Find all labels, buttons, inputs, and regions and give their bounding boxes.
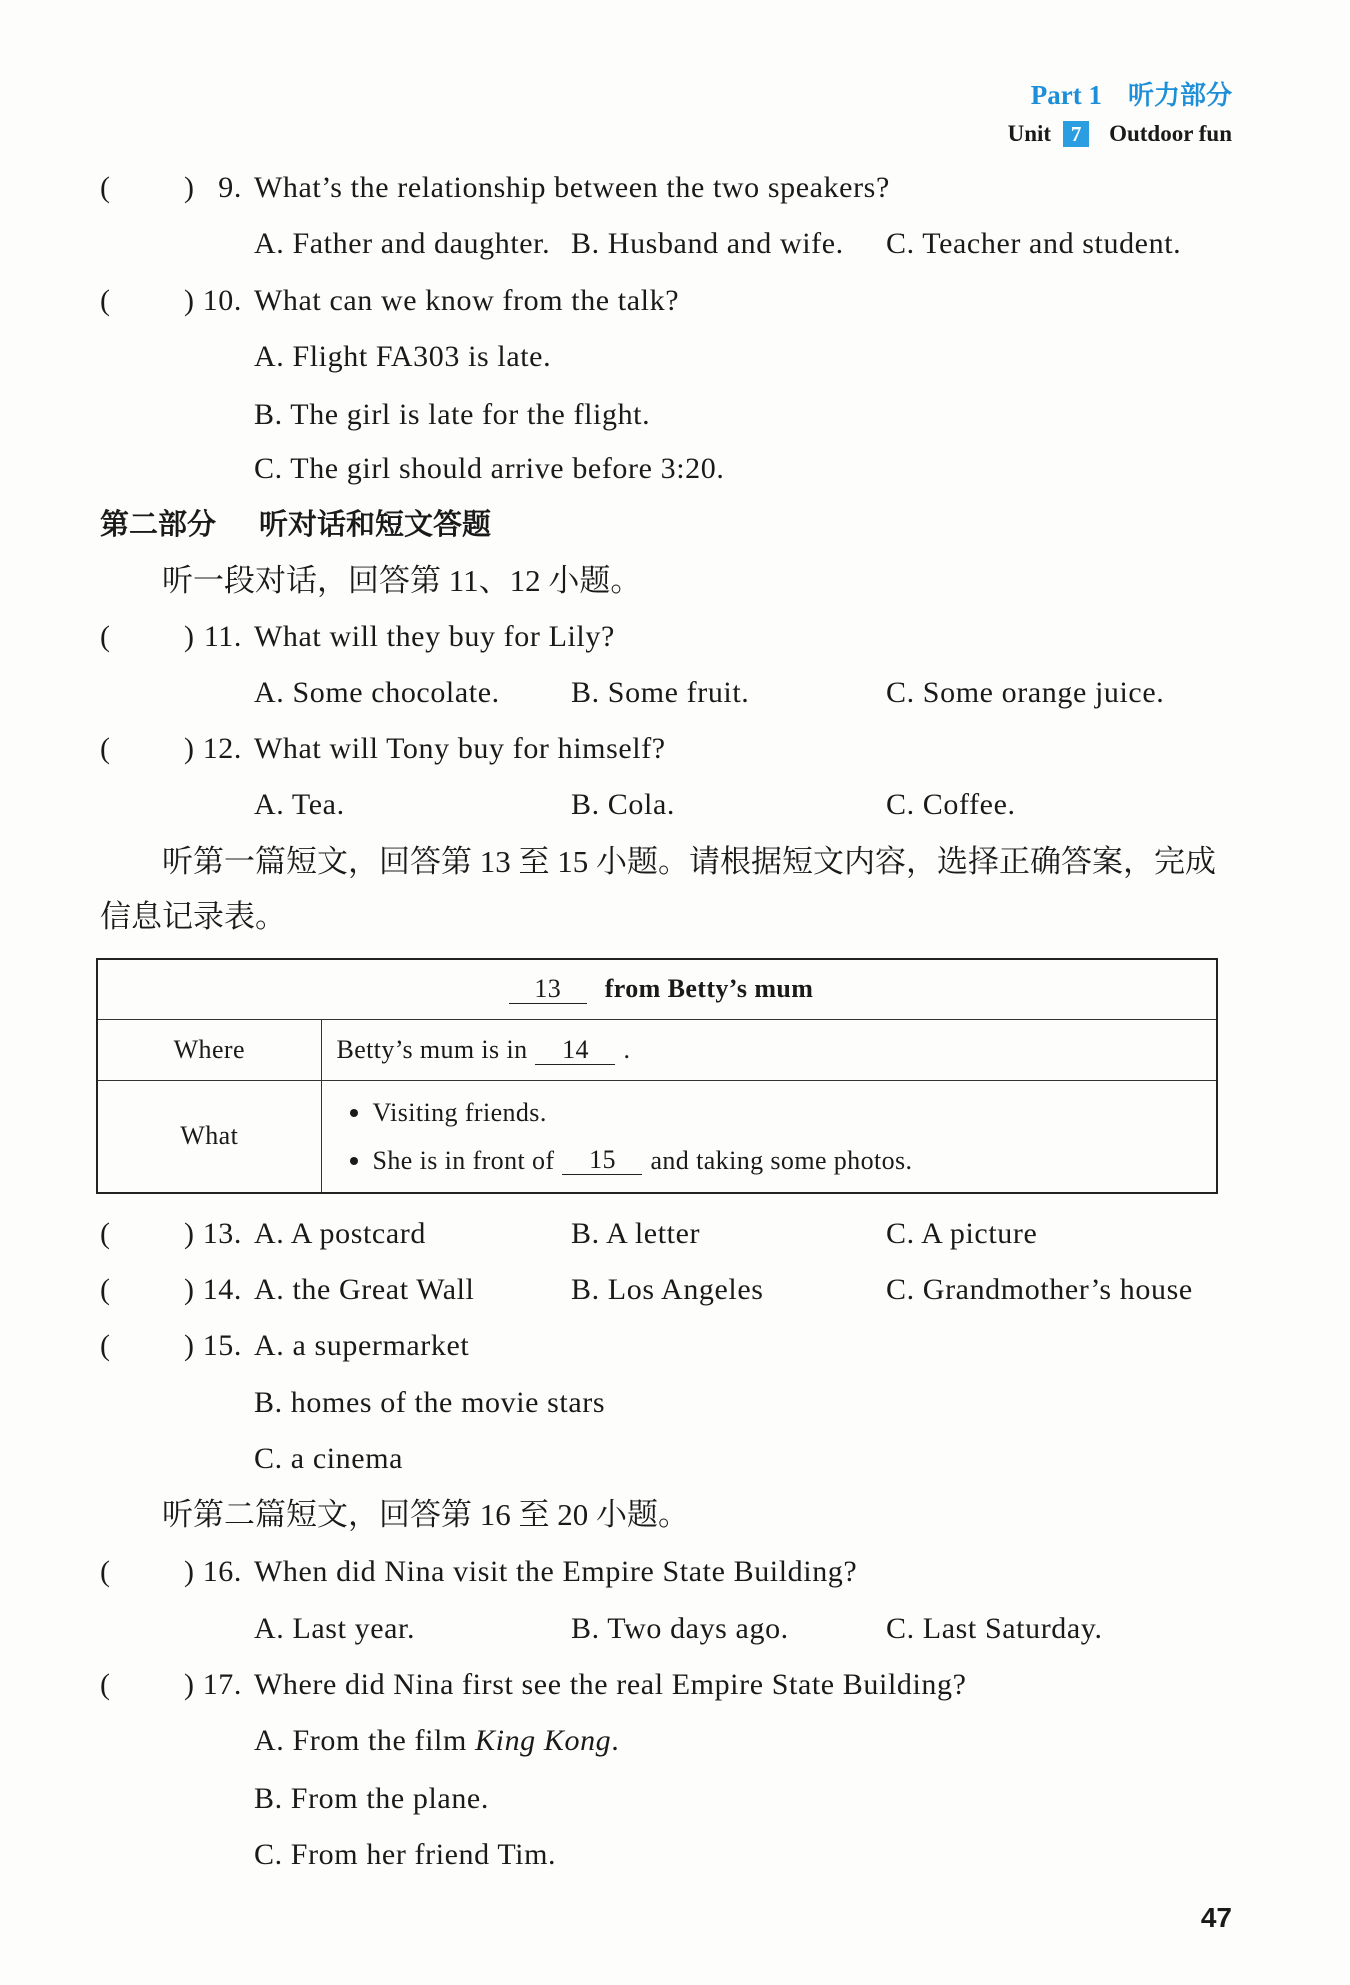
unit-label: Unit xyxy=(1007,121,1052,146)
option-c: C. Last Saturday. xyxy=(886,1612,1103,1645)
option-b: B. Cola. xyxy=(571,788,675,821)
option-c: C. Teacher and student. xyxy=(886,227,1182,260)
bullet-item xyxy=(350,1137,1217,1185)
passage1-instruction-line-2 xyxy=(0,899,1350,935)
option-b: B. The girl is late for the flight. xyxy=(254,398,651,431)
table-row-what xyxy=(97,1080,1217,1193)
instruction-text: 听一段对话，回答第 11、12 小题。 xyxy=(162,563,642,598)
bullet-dot-icon xyxy=(350,1157,358,1165)
bullet-text: She is in front of xyxy=(372,1145,555,1175)
question-11 xyxy=(0,619,1350,655)
unit-title: Outdoor fun xyxy=(1109,121,1232,146)
answer-bracket-close: ) xyxy=(184,1329,195,1362)
question-number: 17. xyxy=(202,1668,242,1701)
option-b: B. homes of the movie stars xyxy=(254,1386,606,1419)
instruction-text: 信息记录表。 xyxy=(100,899,286,934)
question-16 xyxy=(0,1554,1350,1590)
answer-bracket-open: ( xyxy=(100,1668,111,1701)
answer-bracket-open: ( xyxy=(100,171,111,204)
option-c: C. A picture xyxy=(886,1217,1038,1250)
question-text: When did Nina visit the Empire State Building? xyxy=(254,1555,858,1588)
unit-number-badge: 7 xyxy=(1063,121,1089,147)
bullet-text: Visiting friends. xyxy=(372,1097,547,1127)
option-c: C. Some orange juice. xyxy=(886,676,1165,709)
answer-bracket-open: ( xyxy=(100,1329,111,1362)
answer-bracket-open: ( xyxy=(100,284,111,317)
table-title-text: from Betty’s mum xyxy=(604,974,814,1004)
option-b: B. Two days ago. xyxy=(571,1612,789,1645)
section-title: 听对话和短文答题 xyxy=(259,507,492,541)
answer-bracket-close: ) xyxy=(184,171,195,204)
question-text: Where did Nina first see the real Empire State Building? xyxy=(254,1668,967,1701)
option-a xyxy=(254,1723,619,1759)
part-label: Part 1 xyxy=(1030,80,1102,110)
bullet-dot-icon xyxy=(350,1109,358,1117)
table-title-cell xyxy=(97,959,1217,1019)
instruction-text: 听第一篇短文，回答第 13 至 15 小题。请根据短文内容，选择正确答案，完成 xyxy=(162,844,1216,879)
option-c: C. Coffee. xyxy=(886,788,1016,821)
question-text: What can we know from the talk? xyxy=(254,284,680,317)
question-text: What’s the relationship between the two speakers? xyxy=(254,171,890,204)
option-c: C. From her friend Tim. xyxy=(254,1838,557,1871)
bullet-item xyxy=(350,1089,1217,1137)
question-13 xyxy=(0,1216,1350,1252)
question-number: 16. xyxy=(202,1555,242,1588)
table-label-where: Where xyxy=(97,1019,321,1080)
passage2-instruction xyxy=(0,1497,1350,1533)
option-a: A. a supermarket xyxy=(254,1329,470,1362)
question-12 xyxy=(0,731,1350,767)
question-15-option-b xyxy=(0,1385,1350,1421)
question-number: 9. xyxy=(218,171,242,204)
part-title: 听力部分 xyxy=(1127,81,1232,111)
answer-bracket-close: ) xyxy=(184,1217,195,1250)
option-b: B. Some fruit. xyxy=(571,676,750,709)
option-b: B. Husband and wife. xyxy=(571,227,844,260)
option-b: B. Los Angeles xyxy=(571,1273,764,1306)
table-label-what: What xyxy=(97,1080,321,1193)
answer-bracket-open: ( xyxy=(100,620,111,653)
where-text: Betty’s mum is in xyxy=(336,1034,528,1064)
answer-bracket-open: ( xyxy=(100,1273,111,1306)
question-number: 14. xyxy=(202,1273,242,1306)
answer-bracket-close: ) xyxy=(184,1668,195,1701)
question-16-options xyxy=(0,1611,1350,1647)
answer-bracket-close: ) xyxy=(184,284,195,317)
bullet-text-after: and taking some photos. xyxy=(650,1145,913,1175)
dialogue-instruction xyxy=(0,563,1350,599)
question-number: 15. xyxy=(202,1329,242,1362)
unit-header xyxy=(1008,118,1232,150)
question-number: 11. xyxy=(203,620,242,653)
question-10-option-b xyxy=(0,397,1350,433)
question-10-option-c xyxy=(0,451,1350,487)
answer-blank-15: 15 xyxy=(562,1146,642,1175)
instruction-text: 听第二篇短文，回答第 16 至 20 小题。 xyxy=(162,1497,689,1532)
question-9 xyxy=(0,170,1350,206)
option-a-prefix: A. From the film xyxy=(254,1724,467,1757)
question-number: 12. xyxy=(202,732,242,765)
option-b: B. From the plane. xyxy=(254,1782,489,1815)
section-label: 第二部分 xyxy=(100,507,217,541)
question-15 xyxy=(0,1328,1350,1364)
option-a: A. A postcard xyxy=(254,1217,426,1250)
question-17 xyxy=(0,1667,1350,1703)
answer-bracket-close: ) xyxy=(184,1273,195,1306)
answer-bracket-close: ) xyxy=(184,1555,195,1588)
page-number: 47 xyxy=(1200,1902,1232,1933)
film-title: King Kong xyxy=(475,1724,612,1757)
question-10-option-a xyxy=(0,339,1350,375)
question-text: What will Tony buy for himself? xyxy=(254,732,666,765)
option-c: C. a cinema xyxy=(254,1442,404,1475)
part-header xyxy=(1031,77,1232,113)
option-a: A. Last year. xyxy=(254,1612,416,1645)
answer-bracket-open: ( xyxy=(100,1217,111,1250)
info-record-table xyxy=(96,958,1218,1194)
table-row-where xyxy=(97,1019,1217,1080)
answer-bracket-open: ( xyxy=(100,1555,111,1588)
option-b: B. A letter xyxy=(571,1217,701,1250)
option-c: C. Grandmother’s house xyxy=(886,1273,1193,1306)
question-17-option-c xyxy=(0,1837,1350,1873)
question-number: 10. xyxy=(202,284,242,317)
option-c: C. The girl should arrive before 3:20. xyxy=(254,452,725,485)
answer-blank-14: 14 xyxy=(535,1036,615,1065)
question-number: 13. xyxy=(202,1217,242,1250)
option-a: A. Father and daughter. xyxy=(254,227,551,260)
option-a: A. Flight FA303 is late. xyxy=(254,340,552,373)
table-value-where xyxy=(321,1019,1217,1080)
table-value-what xyxy=(321,1080,1217,1193)
option-a: A. Some chocolate. xyxy=(254,676,500,709)
option-a: A. the Great Wall xyxy=(254,1273,475,1306)
option-a-suffix: . xyxy=(611,1724,620,1757)
question-17-option-a xyxy=(0,1723,1350,1759)
question-text: What will they buy for Lily? xyxy=(254,620,615,653)
where-period: . xyxy=(623,1034,631,1064)
question-12-options xyxy=(0,787,1350,823)
table-title-row xyxy=(97,959,1217,1019)
question-15-option-c xyxy=(0,1441,1350,1477)
section-heading xyxy=(0,506,1350,542)
answer-bracket-open: ( xyxy=(100,732,111,765)
question-11-options xyxy=(0,675,1350,711)
option-a: A. Tea. xyxy=(254,788,345,821)
answer-bracket-close: ) xyxy=(184,732,195,765)
passage1-instruction-line-1 xyxy=(0,844,1350,880)
answer-blank-13: 13 xyxy=(509,975,587,1004)
question-17-option-b xyxy=(0,1781,1350,1817)
question-10 xyxy=(0,283,1350,319)
question-9-options xyxy=(0,226,1350,262)
question-14 xyxy=(0,1272,1350,1308)
answer-bracket-close: ) xyxy=(184,620,195,653)
